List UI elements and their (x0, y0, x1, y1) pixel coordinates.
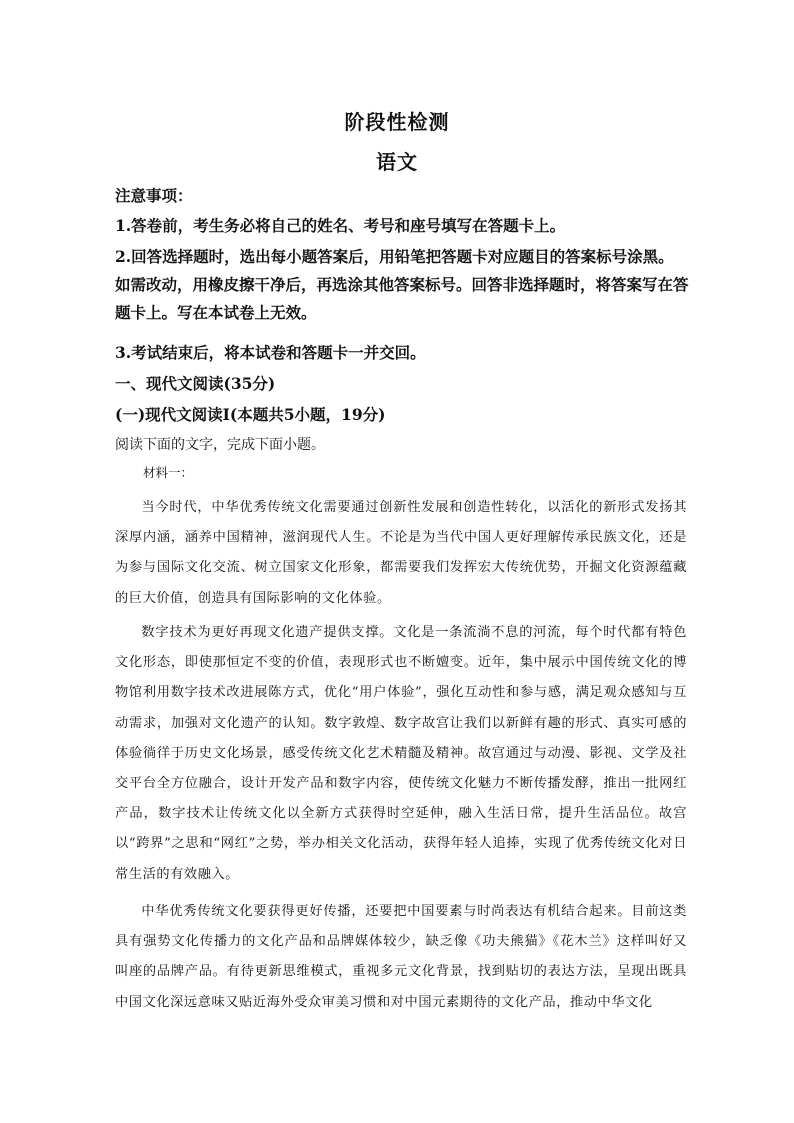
notice-item-2: 2.回答选择题时，选出每小题答案后，用铅笔把答题卡对应题目的答案标号涂黑。如需改动，用橡皮擦干净后，再选涂其他答案标号。回答非选择题时，将答案写在答题卡上。写在本试卷上无效。 (115, 247, 689, 322)
notice-item-1: 1.答卷前，考生务必将自己的姓名、考号和座号填写在答题卡上。 (115, 216, 566, 235)
notice-item-3: 3.考试结束后，将本试卷和答题卡一并交回。 (115, 343, 426, 362)
material-label: 材料一： (143, 465, 194, 480)
exam-subject: 语文 (376, 150, 418, 174)
material-paragraph-2: 数字技术为更好再现文化遗产提供支撑。文化是一条流淌不息的河流，每个时代都有特色文化形态，即使那恒定不变的价值，表现形式也不断嬗变。近年，集中展示中国传统文化的博物馆利用数字技术改进展陈方式，优化“用户体验”，强化互动性和参与感，满足观众感知与互动需求，加强对文化遗产的认知。数字敦煌、数字故宫让我们以新鲜有趣的形式、真实可感的体验徜徉于历史文化场景，感受传统文化艺术精髓及精神。故宫通过与动漫、影视、文学及社交平台全方位融合，设计开发产品和数字内容，使传统文化魅力不断传播发酵，推出一批网红产品，数字技术让传统文化以全新方式获得时空延伸，融入生活日常，提升生活品位。故宫以“跨界”之思和“网红”之势，举办相关文化活动，获得年轻人追捧，实现了优秀传统文化对日常生活的有效融入。 (115, 625, 687, 882)
reading-instruction: 阅读下面的文字，完成下面小题。 (115, 437, 325, 453)
notice-heading: 注意事项： (115, 186, 193, 205)
material-paragraph-3: 中华优秀传统文化要获得更好传播，还要把中国要素与时尚表达有机结合起来。目前这类具有强势文化传播力的文化产品和品牌媒体较少，缺乏像《功夫熊猫》《花木兰》这样叫好又叫座的品牌产品。有待更新思维模式，重视多元文化背景，找到贴切的表达方法，呈现出既具中国文化深远意味又贴近海外受众审美习惯和对中国元素期待的文化产品，推动中华文化 (115, 904, 687, 1010)
material-paragraph-1: 当今时代，中华优秀传统文化需要通过创新性发展和创造性转化，以活化的新形式发扬其深厚内涵，涵养中国精神，滋润现代人生。不论是为当代中国人更好理解传承民族文化，还是为参与国际文化交流、树立国家文化形象，都需要我们发挥宏大传统优势，开掘文化资源蕴藏的巨大价值，创造具有国际影响的文化体验。 (115, 500, 687, 606)
section-heading-part1: 一、现代文阅读(35分) (115, 374, 276, 393)
exam-title: 阶段性检测 (344, 110, 450, 134)
section-heading-reading-1: (一)现代文阅读Ⅰ(本题共5小题，19分) (115, 405, 386, 424)
